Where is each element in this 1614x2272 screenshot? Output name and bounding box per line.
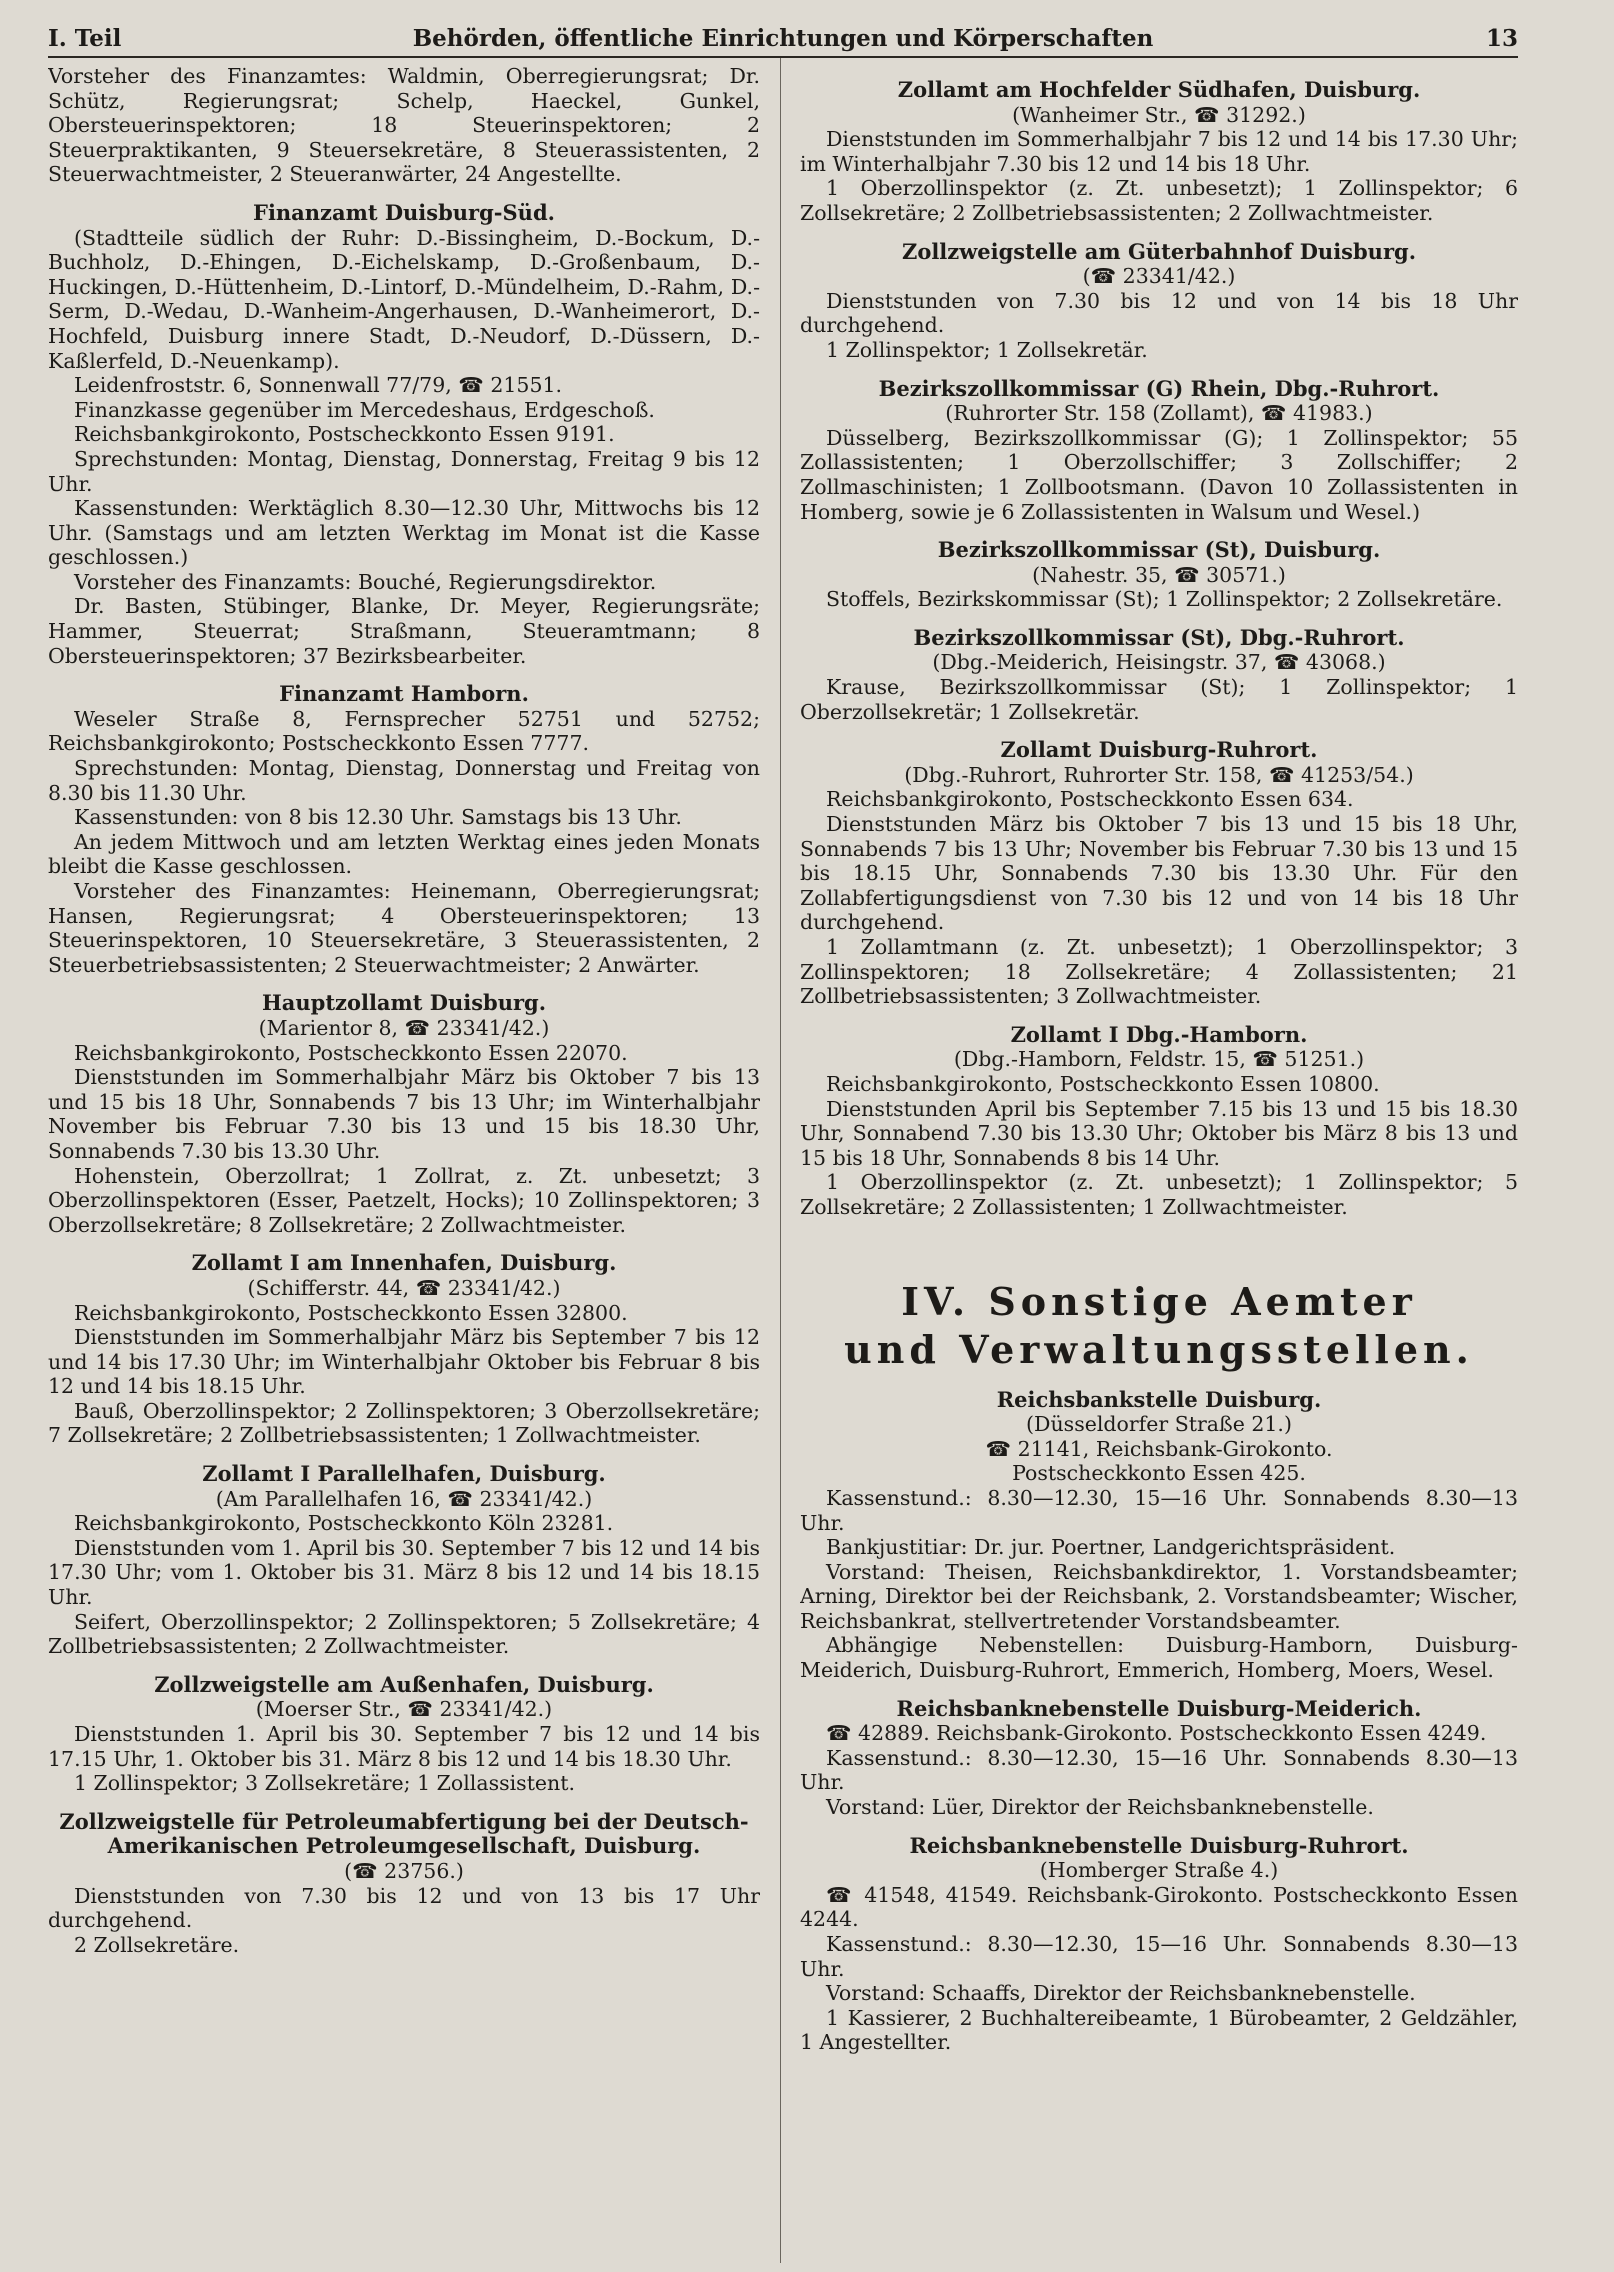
entry-paragraph: Sprechstunden: Montag, Dienstag, Donnerstag und Freitag von 8.30 bis 11.30 Uhr. <box>48 756 760 805</box>
entry-subtitle: (Schifferstr. 44, ☎ 23341/42.) <box>247 1275 561 1300</box>
entry-title: Bezirkszollkommissar (St), Duisburg. <box>937 537 1381 563</box>
entry-paragraph: ☎ 41548, 41549. Reichsbank-Girokonto. Postscheckkonto Essen 4244. <box>800 1882 1518 1932</box>
entry-paragraph: Krause, Bezirkszollkommissar (St); 1 Zollinspektor; 1 Oberzollsekretär; 1 Zollsekretär. <box>800 675 1518 724</box>
entry-section <box>800 377 1518 525</box>
entry-paragraph: Vorstand: Lüer, Direktor der Reichsbanknebenstelle. <box>826 1795 1374 1820</box>
entry-subtitle: (Moerser Str., ☎ 23341/42.) <box>255 1697 553 1722</box>
entry-paragraph: ☎ 42889. Reichsbank-Girokonto. Postscheckkonto Essen 4249. <box>826 1721 1487 1746</box>
entry-section <box>800 626 1518 724</box>
part-iv-heading <box>800 1278 1518 1374</box>
entry-paragraph: 1 Oberzollinspektor (z. Zt. unbesetzt); 1 Zollinspektor; 6 Zollsekretäre; 2 Zollbetriebsassistenten; 2 Zollwachtmeister. <box>800 176 1518 225</box>
entry-title: Zollamt I am Innenhafen, Duisburg. <box>191 1250 617 1276</box>
entry-section <box>48 682 760 977</box>
entry-paragraph: Kassenstund.: 8.30—12.30, 15—16 Uhr. Sonnabends 8.30—13 Uhr. <box>800 1932 1518 1981</box>
entry-paragraph: Kassenstunden: Werktäglich 8.30—12.30 Uhr, Mittwochs bis 12 Uhr. (Samstags und am letzten Werktag im Monat ist die Kasse geschlossen.) <box>48 496 760 570</box>
entry-section <box>800 240 1518 363</box>
entry-paragraph: Reichsbankgirokonto, Postscheckkonto Köln 23281. <box>74 1511 614 1536</box>
entry-paragraph: Seifert, Oberzollinspektor; 2 Zollinspektoren; 5 Zollsekretäre; 4 Zollbetriebsassistenten; 2 Zollwachtmeister. <box>48 1609 760 1659</box>
entry-section <box>800 1834 1518 2055</box>
entry-paragraph: Dienststunden von 7.30 bis 12 und von 13 bis 17 Uhr durchgehend. <box>48 1883 760 1933</box>
entry-paragraph: Kassenstunden: von 8 bis 12.30 Uhr. Samstags bis 13 Uhr. <box>74 805 682 830</box>
entry-subtitle: (Nahestr. 35, ☎ 30571.) <box>1032 562 1286 587</box>
entry-paragraph: Dienststunden von 7.30 bis 12 und von 14 bis 18 Uhr durchgehend. <box>800 288 1518 338</box>
right-column <box>800 64 1518 2264</box>
entry-section <box>48 1251 760 1448</box>
entry-subtitle: (☎ 23756.) <box>344 1858 464 1883</box>
entry-section <box>48 64 760 187</box>
entry-paragraph: (Stadtteile südlich der Ruhr: D.-Bissingheim, D.-Bockum, D.-Buchholz, D.-Ehingen, D.-Eichelskamp, D.-Großenbaum, D.-Huckingen, D.-Hüttenheim, D.-Lintorf, D.-Mündelheim, D.-Rahm, D.-Serm, D.-Wedau, D.-Wanheim-Angerhausen, D.-Wanheimerort, D.-Hochfeld, Duisburg innere Stadt, D.-Neudorf, D.-Düssern, D.-Kaßlerfeld, D.-Neuenkamp). <box>48 225 760 373</box>
entry-title: Bezirkszollkommissar (G) Rhein, Dbg.-Ruhrort. <box>878 375 1440 401</box>
entry-paragraph: Bankjustitiar: Dr. jur. Poertner, Landgerichtspräsident. <box>826 1535 1396 1560</box>
entry-paragraph: An jedem Mittwoch und am letzten Werktag eines jeden Monats bleibt die Kasse geschlossen. <box>48 829 760 879</box>
entry-subtitle: (Homberger Straße 4.) <box>1039 1858 1279 1883</box>
entry-paragraph: Dienststunden vom 1. April bis 30. September 7 bis 12 und 14 bis 17.30 Uhr; vom 1. Oktober bis 31. März 8 bis 12 und 14 bis 18.15 Uhr. <box>48 1535 760 1610</box>
entry-paragraph: Dienststunden 1. April bis 30. September 7 bis 12 und 14 bis 17.15 Uhr, 1. Oktober bis 31. März 8 bis 12 und 14 bis 18.30 Uhr. <box>48 1722 760 1771</box>
entry-title: Reichsbankstelle Duisburg. <box>996 1386 1322 1412</box>
entry-paragraph: Dienststunden April bis September 7.15 bis 13 und 15 bis 18.30 Uhr, Sonnabend 7.30 bis 13.30 Uhr; Oktober bis März 8 bis 13 und 15 bis 18 Uhr, Sonnabends 8 bis 14 Uhr. <box>800 1096 1518 1170</box>
entry-paragraph: Sprechstunden: Montag, Dienstag, Donnerstag, Freitag 9 bis 12 Uhr. <box>48 446 760 496</box>
entry-section <box>800 538 1518 612</box>
entry-paragraph: Bauß, Oberzollinspektor; 2 Zollinspektoren; 3 Oberzollsekretäre; 7 Zollsekretäre; 2 Zollbetriebsassistenten; 1 Zollwachtmeister. <box>48 1398 760 1448</box>
entry-paragraph: Reichsbankgirokonto, Postscheckkonto Essen 22070. <box>74 1040 628 1065</box>
entry-title: Reichsbanknebenstelle Duisburg-Ruhrort. <box>909 1832 1409 1858</box>
entry-title: Zollamt Duisburg-Ruhrort. <box>1000 737 1318 763</box>
entry-section <box>800 1697 1518 1820</box>
entry-title: Hauptzollamt Duisburg. <box>261 990 547 1016</box>
entry-section <box>800 738 1518 1009</box>
entry-paragraph: Vorsteher des Finanzamts: Bouché, Regierungsdirektor. <box>74 569 657 594</box>
entry-subtitle: (Düsseldorfer Straße 21.) <box>1026 1412 1292 1437</box>
entry-title: Finanzamt Duisburg-Süd. <box>253 199 555 225</box>
entry-paragraph: Kassenstund.: 8.30—12.30, 15—16 Uhr. Sonnabends 8.30—13 Uhr. <box>800 1485 1518 1535</box>
entry-subtitle: (Marientor 8, ☎ 23341/42.) <box>258 1015 550 1040</box>
entry-title: Reichsbanknebenstelle Duisburg-Meiderich. <box>896 1695 1422 1721</box>
entry-paragraph: Abhängige Nebenstellen: Duisburg-Hamborn, Duisburg-Meiderich, Duisburg-Ruhrort, Emmerich, Homberg, Moers, Wesel. <box>800 1633 1518 1683</box>
entry-subtitle: (☎ 23341/42.) <box>1082 264 1236 289</box>
entry-section <box>48 1673 760 1796</box>
entry-paragraph: Vorsteher des Finanzamtes: Waldmin, Oberregierungsrat; Dr. Schütz, Regierungsrat; Schelp, Haeckel, Gunkel, Obersteuerinspektoren; 18 Steuerinspektoren; 2 Steuerpraktikanten, 9 Steuersekretäre, 8 Steuerassistenten, 2 Steuerwachtmeister, 2 Steueranwärter, 24 Angestellte. <box>48 64 760 187</box>
entry-paragraph: Dienststunden im Sommerhalbjahr März bis September 7 bis 12 und 14 bis 17.30 Uhr; im Winterhalbjahr Oktober bis Februar 8 bis 12 und 14 bis 18.15 Uhr. <box>48 1325 760 1399</box>
entry-paragraph: Reichsbankgirokonto, Postscheckkonto Essen 32800. <box>74 1300 628 1325</box>
entry-paragraph: Dienststunden im Sommerhalbjahr März bis Oktober 7 bis 13 und 15 bis 18 Uhr, Sonnabends 7 bis 13 Uhr; im Winterhalbjahr November bis Februar 7.30 bis 13 und 15 bis 18.30 Uhr, Sonnabends 7.30 bis 13.30 Uhr. <box>48 1065 760 1163</box>
entry-title: Bezirkszollkommissar (St), Dbg.-Ruhrort. <box>913 624 1405 650</box>
entry-paragraph: Reichsbankgirokonto, Postscheckkonto Essen 9191. <box>74 422 615 447</box>
entry-paragraph: Reichsbankgirokonto, Postscheckkonto Essen 10800. <box>826 1071 1380 1096</box>
entry-subtitle3: Postscheckkonto Essen 425. <box>1012 1461 1306 1486</box>
entry-subtitle: (Wanheimer Str., ☎ 31292.) <box>1012 102 1306 127</box>
entry-paragraph: Düsselberg, Bezirkszollkommissar (G); 1 Zollinspektor; 55 Zollassistenten; 1 Oberzollschiffer; 3 Zollschiffer; 2 Zollmaschinisten; 1 Zollbootsmann. (Davon 10 Zollassistenten in Homberg, sowie je 6 Zollassistenten in Walsum und Wesel.) <box>800 425 1518 524</box>
entry-subtitle: (Dbg.-Hamborn, Feldstr. 15, ☎ 51251.) <box>953 1047 1365 1072</box>
part-label: I. Teil <box>48 25 122 52</box>
entry-paragraph: Reichsbankgirokonto, Postscheckkonto Essen 634. <box>826 787 1354 812</box>
entry-subtitle: (Dbg.-Meiderich, Heisingstr. 37, ☎ 43068.) <box>932 650 1386 675</box>
entry-title: Zollamt am Hochfelder Südhafen, Duisburg. <box>897 77 1421 102</box>
entry-paragraph: 1 Kassierer, 2 Buchhaltereibeamte, 1 Bürobeamter, 2 Geldzähler, 1 Angestellter. <box>800 2005 1518 2055</box>
entry-paragraph: Dr. Basten, Stübinger, Blanke, Dr. Meyer, Regierungsräte; Hammer, Steuerrat; Straßmann, Steueramtmann; 8 Obersteuerinspektoren; 37 Bezirksbearbeiter. <box>48 594 760 668</box>
column-divider <box>780 58 781 2263</box>
entry-title: Zollamt I Parallelhafen, Duisburg. <box>202 1461 606 1487</box>
entry-paragraph: Leidenfroststr. 6, Sonnenwall 77/79, ☎ 21551. <box>74 373 563 398</box>
entry-subtitle: (Am Parallelhafen 16, ☎ 23341/42.) <box>215 1486 593 1511</box>
entry-title: Zollzweigstelle am Güterbahnhof Duisburg. <box>901 238 1417 264</box>
part-iv-heading-line1: IV. Sonstige Aemter <box>901 1278 1417 1324</box>
entry-subtitle: (Ruhrorter Str. 158 (Zollamt), ☎ 41983.) <box>945 401 1373 426</box>
entry-paragraph: Kassenstund.: 8.30—12.30, 15—16 Uhr. Sonnabends 8.30—13 Uhr. <box>800 1745 1518 1795</box>
entry-paragraph: 1 Zollinspektor; 1 Zollsekretär. <box>826 337 1148 362</box>
entry-title: Zollzweigstelle am Außenhafen, Duisburg. <box>154 1671 654 1697</box>
part-iv-entries <box>800 1388 1518 2055</box>
right-column-entries <box>800 78 1518 1220</box>
entry-paragraph: Dienststunden im Sommerhalbjahr 7 bis 12 und 14 bis 17.30 Uhr; im Winterhalbjahr 7.30 bis 12 und 14 bis 18 Uhr. <box>800 127 1518 176</box>
entry-subtitle2: ☎ 21141, Reichsbank-Girokonto. <box>985 1436 1333 1461</box>
entry-section <box>48 991 760 1237</box>
running-header <box>48 22 1518 58</box>
entry-section <box>48 201 760 668</box>
entry-paragraph: Weseler Straße 8, Fernsprecher 52751 und 52752; Reichsbankgirokonto; Postscheckkonto Essen 7777. <box>48 706 760 756</box>
entry-title: Finanzamt Hamborn. <box>279 681 529 707</box>
entry-paragraph: Vorstand: Schaaffs, Direktor der Reichsbanknebenstelle. <box>826 1981 1416 2006</box>
entry-paragraph: Finanzkasse gegenüber im Mercedeshaus, Erdgeschoß. <box>74 397 655 422</box>
entry-paragraph: Hohenstein, Oberzollrat; 1 Zollrat, z. Zt. unbesetzt; 3 Oberzollinspektoren (Esser, Paetzelt, Hocks); 10 Zollinspektoren; 3 Oberzollsekretäre; 8 Zollsekretäre; 2 Zollwachtmeister. <box>48 1163 760 1237</box>
entry-subtitle: (Dbg.-Ruhrort, Ruhrorter Str. 158, ☎ 41253/54.) <box>904 762 1414 787</box>
part-iv-heading-line2: und Verwaltungsstellen. <box>844 1326 1474 1372</box>
entry-section <box>800 78 1518 226</box>
entry-paragraph: 1 Zollamtmann (z. Zt. unbesetzt); 1 Oberzollinspektor; 3 Zollinspektoren; 18 Zollsekretäre; 4 Zollassistenten; 21 Zollbetriebsassistenten; 3 Zollwachtmeister. <box>800 935 1518 1009</box>
entry-section <box>48 1462 760 1659</box>
entry-paragraph: Stoffels, Bezirkskommissar (St); 1 Zollinspektor; 2 Zollsekretäre. <box>826 587 1503 612</box>
entry-section <box>800 1388 1518 1683</box>
entry-paragraph: Vorstand: Theisen, Reichsbankdirektor, 1. Vorstandsbeamter; Arning, Direktor bei der Reichsbank, 2. Vorstandsbeamter; Wischer, Reichsbankrat, stellvertretender Vorstandsbeamter. <box>800 1559 1518 1633</box>
entry-paragraph: Vorsteher des Finanzamtes: Heinemann, Oberregierungsrat; Hansen, Regierungsrat; 4 Obersteuerinspektoren; 13 Steuerinspektoren, 10 Steuersekretäre, 3 Steuerassistenten, 2 Steuerbetriebsassistenten; 2 Steuerwachtmeister; 2 Anwärter. <box>48 879 760 977</box>
left-column <box>48 64 760 2264</box>
entry-paragraph: Dienststunden März bis Oktober 7 bis 13 und 15 bis 18 Uhr, Sonnabends 7 bis 13 Uhr; November bis Februar 7.30 bis 13 und 15 bis 18.15 Uhr, Sonnabends 7.30 bis 13.30 Uhr. Für den Zollabfertigungsdienst von 7.30 bis 12 und von 14 bis 18 Uhr durchgehend. <box>800 812 1518 935</box>
entry-title: Zollamt I Dbg.-Hamborn. <box>1010 1021 1308 1047</box>
entry-paragraph: 1 Oberzollinspektor (z. Zt. unbesetzt); 1 Zollinspektor; 5 Zollsekretäre; 2 Zollassistenten; 1 Zollwachtmeister. <box>800 1170 1518 1219</box>
entry-section <box>48 1810 760 1958</box>
running-title: Behörden, öffentliche Einrichtungen und Körperschaften <box>412 25 1154 52</box>
entry-section <box>800 1023 1518 1220</box>
page-number: 13 <box>1485 25 1518 52</box>
entry-paragraph: 1 Zollinspektor; 3 Zollsekretäre; 1 Zollassistent. <box>74 1771 576 1796</box>
entry-paragraph: 2 Zollsekretäre. <box>74 1932 240 1957</box>
entry-title: Zollzweigstelle für Petroleumabfertigung bei der Deutsch-Amerikanischen Petroleumgesellschaft, Duisburg. <box>59 1808 749 1859</box>
